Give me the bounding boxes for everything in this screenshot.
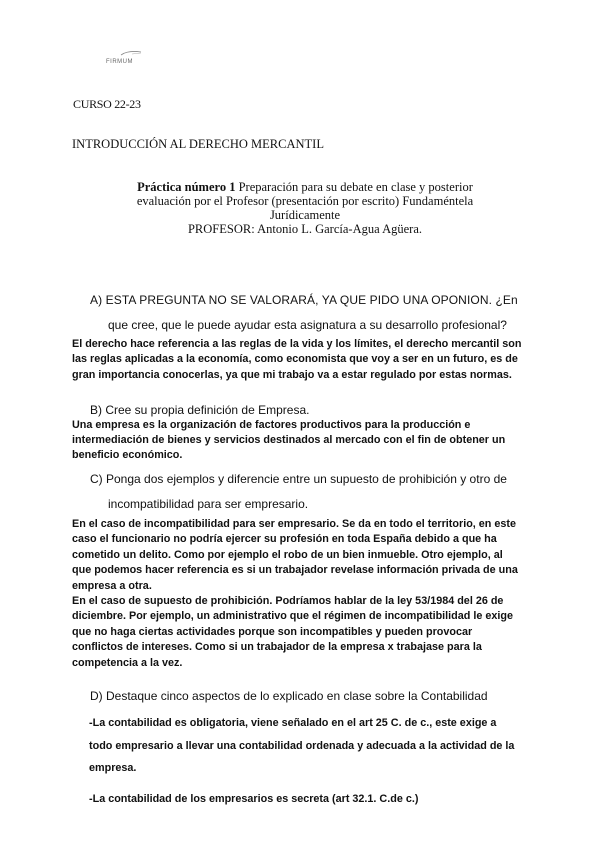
subject-title: INTRODUCCIÓN AL DERECHO MERCANTIL xyxy=(72,137,324,151)
practice-title: Práctica número 1 xyxy=(137,180,236,194)
answer-d-line: empresa. xyxy=(89,762,137,774)
question-c-line-2: incompatibilidad para ser empresario. xyxy=(108,497,309,511)
answer-c-line: conflictos de intereses. Como si un trabajador de la empresa x trabajase para la xyxy=(72,641,482,654)
practice-desc-3: Jurídicamente xyxy=(269,208,341,222)
answer-b xyxy=(72,418,542,463)
answer-c-line: caso el funcionario no podría ejercer su profesión en toda España debido a que ha xyxy=(72,533,497,546)
answer-a-line: las reglas aplicadas a la economía, como economista que voy a ser en un futuro, es de xyxy=(72,353,518,366)
answer-c-line: que podemos hacer referencia es si un trabajador revelase información privada de una xyxy=(72,564,518,577)
question-d: D) Destaque cinco aspectos de lo explicado en clase sobre la Contabilidad xyxy=(90,689,488,703)
practice-desc-1: Preparación para su debate en clase y posterior xyxy=(235,180,473,194)
answer-b-line: beneficio económico. xyxy=(72,449,183,461)
question-a-line-2: que cree, que le puede ayudar esta asignatura a su desarrollo profesional? xyxy=(108,318,507,332)
answer-c-line: diciembre. Por ejemplo, un administrativo que el régimen de incompatibilidad le exige xyxy=(72,610,513,623)
answer-c-line: que no haga ciertas actividades porque son incompatibles y pueden provocar xyxy=(72,625,473,638)
question-c-line-1: C) Ponga dos ejemplos y diferencie entre un supuesto de prohibición y otro de xyxy=(90,472,507,486)
answer-d-line: -La contabilidad es obligatoria, viene señalado en el art 25 C. de c., este exige a xyxy=(89,717,497,729)
practice-header xyxy=(90,180,520,236)
answer-c-line: En el caso de supuesto de prohibición. Podríamos hablar de la ley 53/1984 del 26 de xyxy=(72,595,504,608)
answer-c-line: empresa a otra. xyxy=(72,579,152,592)
answer-b-line: intermediación de bienes y servicios destinados al mercado con el fin de obtener un xyxy=(72,434,506,446)
practice-desc-2: evaluación por el Profesor (presentación por escrito) Fundaméntela xyxy=(136,194,474,208)
answer-a-line: El derecho hace referencia a las reglas de la vida y los límites, el derecho mercantil son xyxy=(72,338,522,350)
practice-line-1 xyxy=(90,180,520,194)
answer-c-line: competencia a la vez. xyxy=(72,656,183,669)
answer-d xyxy=(89,712,519,810)
answer-d-line: -La contabilidad de los empresarios es secreta (art 32.1. C.de c.) xyxy=(89,792,419,805)
course-label: CURSO 22-23 xyxy=(73,97,141,111)
answer-a-line: gran importancia conocerlas, ya que mi trabajo va a estar regulado por estas normas. xyxy=(72,368,512,381)
answer-d-line: todo empresario a llevar una contabilidad ordenada y adecuada a la actividad de la xyxy=(89,739,515,752)
answer-a xyxy=(72,337,542,383)
professor-line: PROFESOR: Antonio L. García-Agua Agüera. xyxy=(187,222,422,236)
paragraph-gap xyxy=(89,780,519,788)
logo-text: FIRMUM xyxy=(106,59,133,65)
question-a-line-1: A) ESTA PREGUNTA NO SE VALORARÁ, YA QUE PIDO UNA OPONION. ¿En xyxy=(90,293,518,307)
question-b: B) Cree su propia definición de Empresa. xyxy=(90,403,310,417)
firmum-logo xyxy=(106,50,154,70)
answer-b-line: Una empresa es la organización de factores productivos para la producción e xyxy=(72,419,471,431)
logo-swoosh-icon xyxy=(120,50,142,56)
answer-c-line: En el caso de incompatibilidad para ser empresario. Se da en todo el territorio, en este xyxy=(72,518,517,530)
answer-c xyxy=(72,517,542,671)
answer-c-line: cometido un delito. Como por ejemplo el robo de un bien inmueble. Otro ejemplo, al xyxy=(72,548,503,561)
